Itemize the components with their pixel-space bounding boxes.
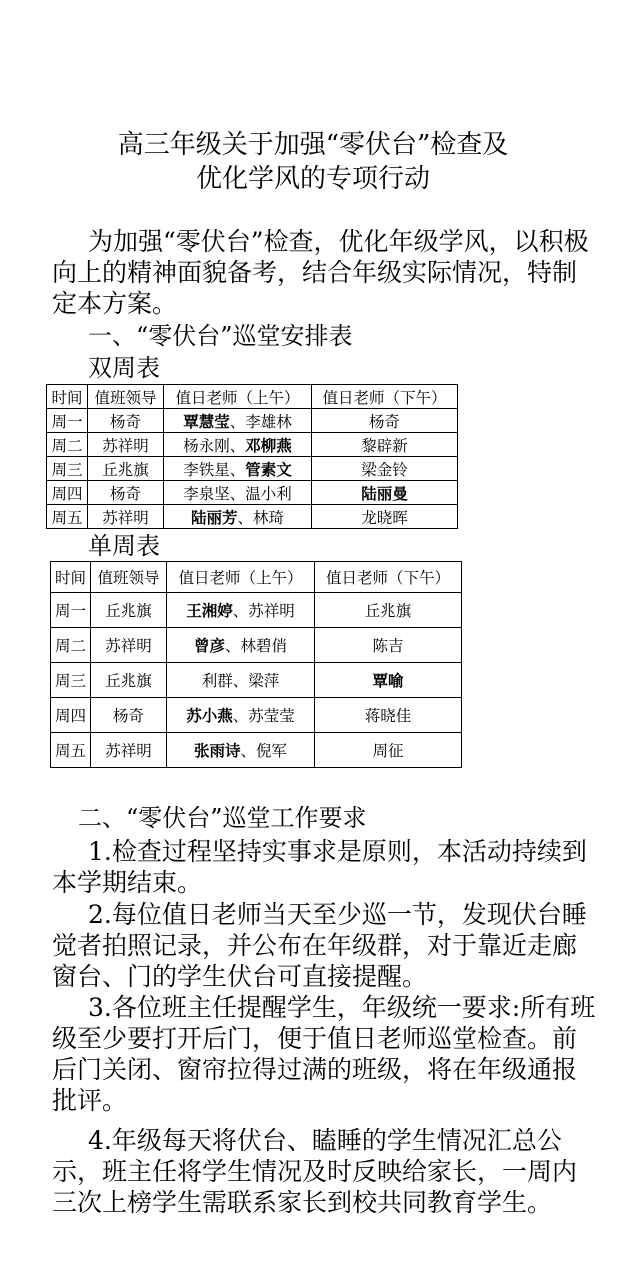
section-1-heading: 一、“零伏台”巡堂安排表 — [88, 322, 353, 350]
section-2-heading: 二、“零伏台”巡堂工作要求 — [78, 804, 367, 832]
afternoon-teacher-cell: 周征 — [315, 733, 462, 768]
leader-cell: 苏祥明 — [88, 433, 164, 457]
afternoon-teacher-cell: 杨奇 — [312, 409, 458, 433]
teacher-name-bold: 张雨诗 — [193, 741, 241, 760]
teacher-name: 、林碧俏 — [225, 637, 288, 655]
afternoon-teacher-cell: 蒋晓佳 — [315, 698, 462, 733]
leader-cell: 苏祥明 — [88, 505, 164, 529]
day-cell: 周三 — [47, 457, 88, 481]
leader-cell: 丘兆旗 — [88, 457, 164, 481]
teacher-name-bold: 覃慧莹 — [183, 411, 230, 431]
table-row — [47, 481, 458, 505]
teacher-name: 李泉坚、温小利 — [183, 484, 292, 503]
requirement-4: 4.年级每天将伏台、瞌睡的学生情况汇总公示，班主任将学生情况及时反映给家长，一周内三次上榜学生需联系家长到校共同教育学生。 — [52, 1126, 578, 1217]
teacher-name-bold: 陆丽芳 — [190, 507, 238, 527]
table-header-cell: 值班领导 — [91, 562, 167, 593]
day-cell: 周三 — [51, 663, 91, 698]
table-header-cell: 值日老师（下午） — [315, 562, 462, 593]
requirement-1: 1.检查过程坚持实事求是原则，本活动持续到本学期结束。 — [52, 837, 587, 897]
teacher-name-bold: 邓柳燕 — [245, 435, 292, 455]
leader-cell: 杨奇 — [91, 698, 167, 733]
requirement-3: 3.各位班主任提醒学生，年级统一要求:所有班级至少要打开后门，便于值日老师巡堂检查。前后门关闭、窗帘拉得过满的班级，将在年级通报批评。 — [52, 993, 596, 1115]
afternoon-teacher-cell: 陆丽曼 — [312, 481, 458, 505]
teacher-name: 、李雄林 — [229, 412, 292, 431]
table-header-cell: 时间 — [47, 385, 88, 409]
day-cell: 周二 — [51, 628, 91, 663]
leader-cell: 苏祥明 — [91, 733, 167, 768]
table-header-row — [51, 562, 462, 593]
morning-teacher-cell — [164, 433, 312, 457]
day-cell: 周五 — [51, 733, 91, 768]
table-header-cell: 值日老师（下午） — [312, 385, 458, 409]
table-row — [51, 628, 462, 663]
single-week-table — [50, 561, 462, 768]
teacher-name: 、倪军 — [240, 742, 288, 760]
table-row — [47, 409, 458, 433]
morning-teacher-cell — [164, 481, 312, 505]
morning-teacher-cell — [167, 628, 315, 663]
morning-teacher-cell — [164, 409, 312, 433]
double-week-label: 双周表 — [88, 354, 160, 382]
teacher-name-bold: 王湘婷 — [186, 601, 233, 620]
table-row — [51, 593, 462, 628]
intro-paragraph: 为加强“零伏台”检查，优化年级学风，以积极向上的精神面貌备考，结合年级实际情况，特制定本方案。 — [52, 227, 589, 318]
leader-cell: 苏祥明 — [91, 628, 167, 663]
table-header-cell: 时间 — [51, 562, 91, 593]
morning-teacher-cell — [164, 505, 312, 529]
afternoon-teacher-cell: 梁金铃 — [312, 457, 458, 481]
table-header-row — [47, 385, 458, 409]
afternoon-teacher-cell: 龙晓晖 — [312, 505, 458, 529]
teacher-name: 、苏莹莹 — [232, 707, 295, 725]
table-row — [51, 663, 462, 698]
document-title-line-1: 高三年级关于加强“零伏台”检查及 — [117, 130, 509, 160]
day-cell: 周一 — [51, 593, 91, 628]
double-week-table — [46, 384, 458, 529]
afternoon-teacher-cell: 陈吉 — [315, 628, 462, 663]
table-row — [47, 433, 458, 457]
day-cell: 周二 — [47, 433, 88, 457]
teacher-name: 李铁星、 — [183, 460, 246, 479]
day-cell: 周五 — [47, 505, 88, 529]
table-header-cell: 值日老师（上午） — [164, 385, 312, 409]
day-cell: 周四 — [47, 481, 88, 505]
table-header-cell: 值日老师（上午） — [167, 562, 315, 593]
teacher-name: 、林琦 — [237, 508, 285, 527]
requirement-2: 2.每位值日老师当天至少巡一节，发现伏台睡觉者拍照记录，并公布在年级群，对于靠近走廊窗台、门的学生伏台可直接提醒。 — [52, 900, 587, 991]
teacher-name: 杨永刚、 — [183, 436, 246, 455]
table-header-cell: 值班领导 — [88, 385, 164, 409]
table-row — [47, 457, 458, 481]
teacher-name-bold: 曾彦 — [193, 636, 225, 655]
morning-teacher-cell — [167, 663, 315, 698]
teacher-name: 利群、梁萍 — [201, 672, 280, 690]
leader-cell: 杨奇 — [88, 481, 164, 505]
day-cell: 周四 — [51, 698, 91, 733]
document-title-line-2: 优化学风的专项行动 — [195, 164, 430, 194]
table-row — [51, 698, 462, 733]
leader-cell: 杨奇 — [88, 409, 164, 433]
teacher-name: 、苏祥明 — [232, 602, 295, 620]
table-row — [47, 505, 458, 529]
teacher-name-bold: 管素文 — [245, 459, 292, 479]
morning-teacher-cell — [167, 593, 315, 628]
morning-teacher-cell — [167, 698, 315, 733]
single-week-label: 单周表 — [88, 532, 160, 560]
afternoon-teacher-cell: 覃喻 — [315, 663, 462, 698]
table-row — [51, 733, 462, 768]
leader-cell: 丘兆旗 — [91, 593, 167, 628]
afternoon-teacher-cell: 丘兆旗 — [315, 593, 462, 628]
morning-teacher-cell — [164, 457, 312, 481]
morning-teacher-cell — [167, 733, 315, 768]
day-cell: 周一 — [47, 409, 88, 433]
afternoon-teacher-cell: 黎辟新 — [312, 433, 458, 457]
leader-cell: 丘兆旗 — [91, 663, 167, 698]
teacher-name-bold: 苏小燕 — [186, 706, 233, 725]
